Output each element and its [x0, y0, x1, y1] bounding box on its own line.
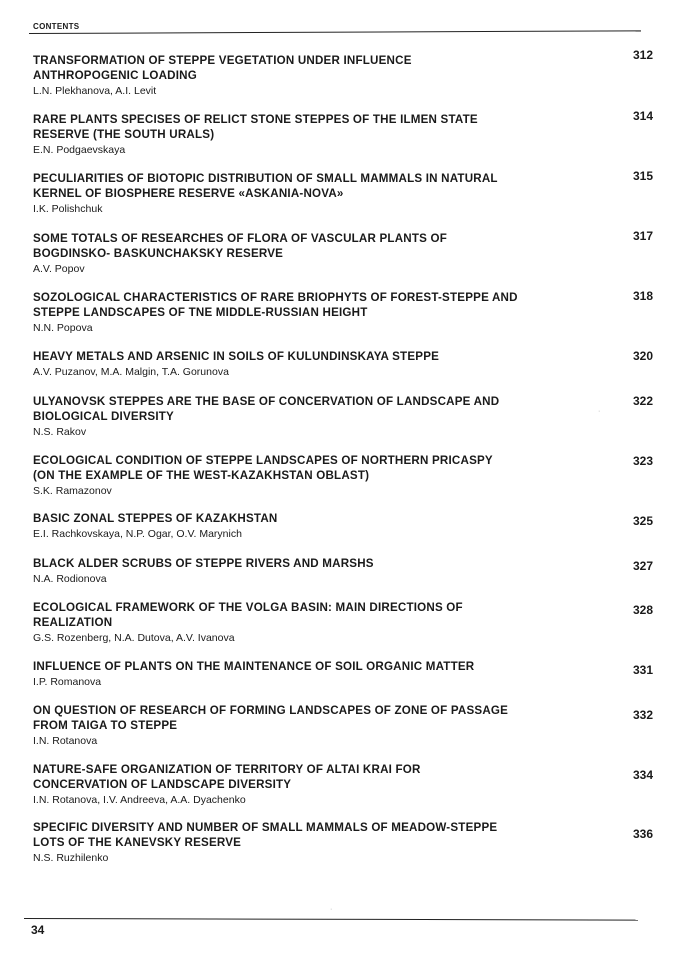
entry-authors: I.N. Rotanova	[33, 735, 98, 747]
entry-page-number: 327	[632, 559, 653, 573]
toc-entry	[33, 394, 653, 439]
toc-entry	[33, 703, 653, 748]
toc-entry	[33, 109, 653, 157]
entry-title: SOME TOTALS OF RESEARCHES OF FLORA OF VASCULAR PLANTS OF BOGDINSKO- BASKUNCHAKSKY RESERVE	[33, 232, 447, 260]
scan-speck: ·	[598, 408, 601, 415]
entry-authors: G.S. Rozenberg, N.A. Dutova, A.V. Ivanova	[33, 632, 235, 644]
footer-rule	[24, 918, 638, 921]
entry-page-number: 332	[632, 708, 653, 722]
entry-page-number: 318	[632, 289, 653, 303]
entry-authors: A.V. Puzanov, M.A. Malgin, T.A. Gorunova	[33, 366, 229, 378]
entry-authors: N.S. Ruzhilenko	[33, 852, 109, 864]
entry-title: INFLUENCE OF PLANTS ON THE MAINTENANCE OF SOIL ORGANIC MATTER	[33, 660, 475, 673]
entry-title: SPECIFIC DIVERSITY AND NUMBER OF SMALL MAMMALS OF MEADOW-STEPPE LOTS OF THE KANEVSKY RESERVE	[33, 821, 498, 849]
scan-speck: ·	[330, 906, 333, 913]
toc-entry	[33, 600, 653, 645]
entry-title: ULYANOVSK STEPPES ARE THE BASE OF CONCERVATION OF LANDSCAPE AND BIOLOGICAL DIVERSITY	[33, 395, 500, 423]
toc-entry	[33, 762, 653, 807]
header-rule	[29, 30, 641, 34]
toc-entry	[33, 171, 653, 216]
toc-entry	[33, 820, 653, 865]
entry-page-number: 315	[632, 169, 653, 183]
toc-entry	[33, 659, 653, 689]
entry-title: ECOLOGICAL FRAMEWORK OF THE VOLGA BASIN: MAIN DIRECTIONS OF REALIZATION	[33, 601, 463, 629]
toc-entry	[33, 349, 653, 379]
toc-entry	[33, 556, 653, 586]
entry-title: ECOLOGICAL CONDITION OF STEPPE LANDSCAPES OF NORTHERN PRICASPY (ON THE EXAMPLE OF THE WEST-KAZAKHSTAN OBLAST)	[33, 454, 493, 482]
entry-title: BLACK ALDER SCRUBS OF STEPPE RIVERS AND MARSHS	[33, 557, 374, 570]
entry-title: RARE PLANTS SPECISES OF RELICT STONE STEPPES OF THE ILMEN STATE RESERVE (THE SOUTH URALS)	[33, 113, 478, 141]
entry-page-number: 312	[632, 48, 653, 62]
entry-title: ON QUESTION OF RESEARCH OF FORMING LANDSCAPES OF ZONE OF PASSAGE FROM TAIGA TO STEPPE	[33, 704, 509, 732]
entry-authors: L.N. Plekhanova, A.I. Levit	[33, 85, 157, 97]
entry-page-number: 314	[632, 109, 653, 123]
entry-authors: E.N. Podgaevskaya	[33, 144, 126, 156]
entry-authors: I.K. Polishchuk	[33, 203, 103, 215]
entry-authors: I.N. Rotanova, I.V. Andreeva, A.A. Dyachenko	[33, 794, 246, 806]
entry-authors: N.A. Rodionova	[33, 573, 107, 585]
toc-entry	[33, 453, 653, 498]
entry-title: NATURE-SAFE ORGANIZATION OF TERRITORY OF ALTAI KRAI FOR CONCERVATION OF LANDSCAPE DIVERSITY	[33, 763, 421, 791]
entry-page-number: 320	[632, 349, 653, 363]
entry-authors: N.S. Rakov	[33, 426, 87, 438]
page-number: 34	[31, 923, 45, 937]
entry-page-number: 323	[632, 454, 653, 468]
entry-title: TRANSFORMATION OF STEPPE VEGETATION UNDER INFLUENCE ANTHROPOGENIC LOADING	[33, 54, 412, 82]
entry-authors: I.P. Romanova	[33, 676, 102, 688]
toc-entry	[33, 290, 653, 335]
entry-page-number: 334	[632, 768, 653, 782]
entry-page-number: 317	[632, 229, 653, 243]
entry-authors: A.V. Popov	[33, 263, 85, 275]
entry-page-number: 328	[632, 603, 653, 617]
toc-entry	[33, 511, 653, 541]
entry-authors: E.I. Rachkovskaya, N.P. Ogar, O.V. Marynich	[33, 528, 242, 540]
entry-page-number: 322	[632, 394, 653, 408]
entry-page-number: 336	[632, 827, 653, 841]
entry-page-number: 331	[632, 663, 653, 677]
section-header: CONTENTS	[33, 22, 80, 31]
toc-entry	[33, 48, 653, 98]
entry-authors: N.N. Popova	[33, 322, 93, 334]
entry-title: SOZOLOGICAL CHARACTERISTICS OF RARE BRIOPHYTS OF FOREST-STEPPE AND STEPPE LANDSCAPES OF TNE MIDDLE-RUSSIAN HEIGHT	[33, 291, 518, 319]
entry-page-number: 325	[632, 514, 653, 528]
entry-title: PECULIARITIES OF BIOTOPIC DISTRIBUTION OF SMALL MAMMALS IN NATURAL KERNEL OF BIOSPHERE RESERVE «ASKANIA-NOVA»	[33, 172, 498, 200]
entry-title: BASIC ZONAL STEPPES OF KAZAKHSTAN	[33, 512, 278, 525]
entry-authors: S.K. Ramazonov	[33, 485, 112, 497]
entry-title: HEAVY METALS AND ARSENIC IN SOILS OF KULUNDINSKAYA STEPPE	[33, 350, 440, 363]
toc-entry	[33, 231, 653, 276]
